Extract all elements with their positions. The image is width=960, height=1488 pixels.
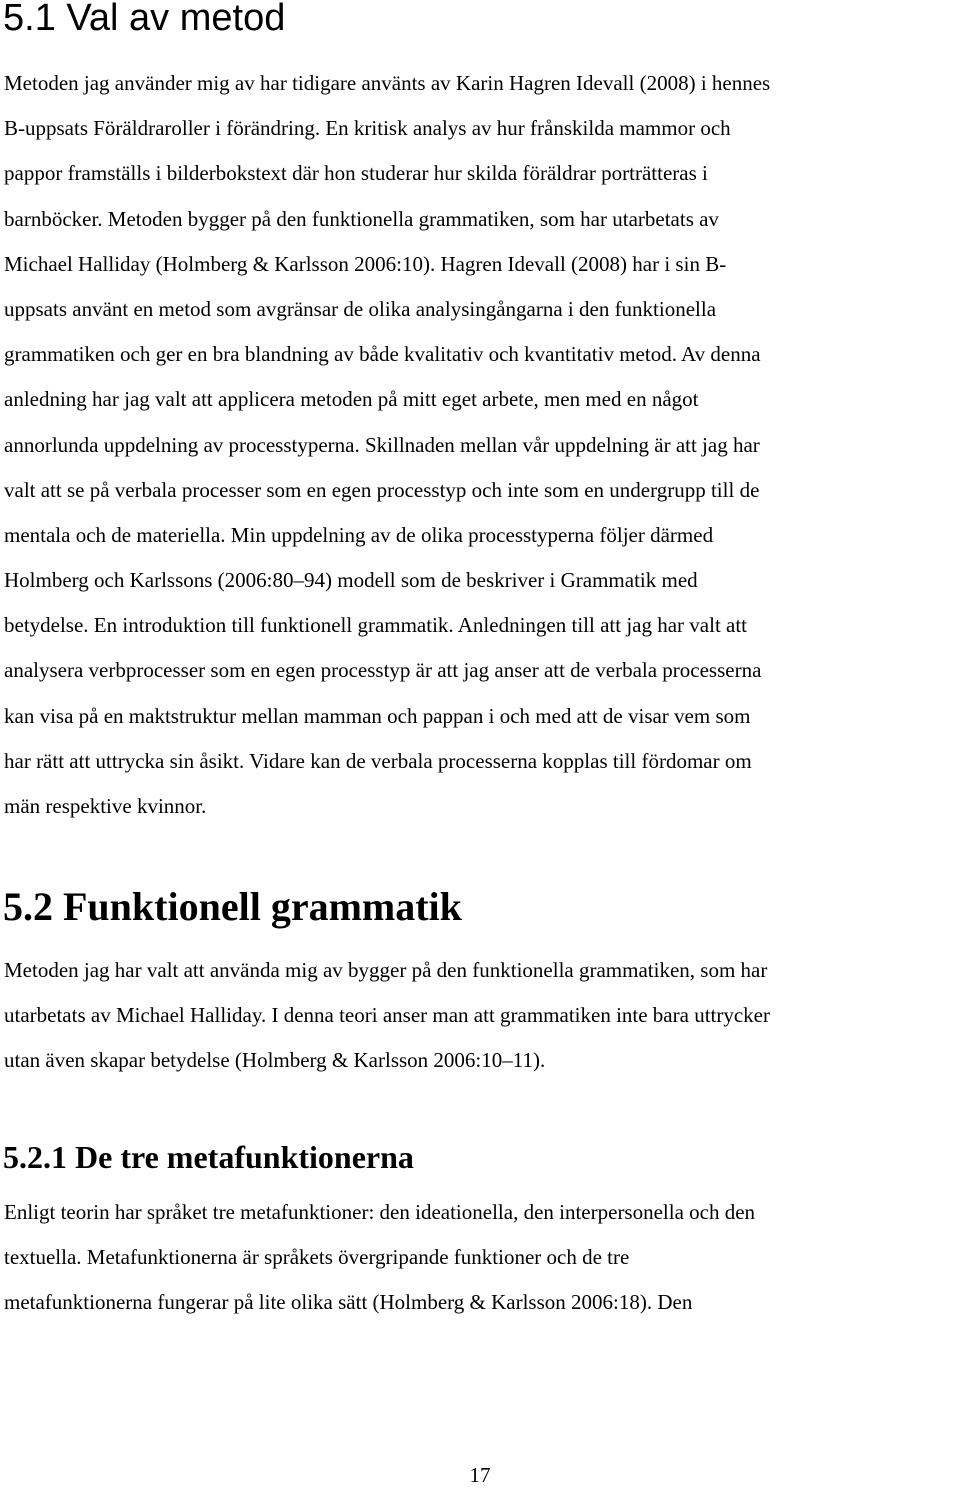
text-line: betydelse. En introduktion till funktionell grammatik. Anledningen till att jag har valt att [4, 613, 748, 638]
text-line: kan visa på en maktstruktur mellan mamman och pappan i och med att de visar vem som [4, 703, 751, 728]
text-line: Enligt teorin har språket tre metafunktioner: den ideationella, den interpersonella och den [4, 1200, 756, 1224]
text-line: utan även skapar betydelse (Holmberg & Karlsson 2006:10–11). [4, 1048, 546, 1073]
section-heading-5-2: 5.2 Funktionell grammatik [3, 884, 462, 929]
text-line: har rätt att uttrycka sin åsikt. Vidare kan de verbala processerna kopplas till fördomar om [4, 748, 752, 773]
text-line: män respektive kvinnor. [4, 794, 207, 818]
text-line: Metoden jag har valt att använda mig av bygger på den funktionella grammatiken, som har [4, 958, 768, 982]
text-line: uppsats använt en metod som avgränsar de olika analysingångarna i den funktionella [4, 296, 717, 321]
section-heading-5-1: 5.1 Val av metod [3, 0, 286, 39]
section-heading-5-2-1: 5.2.1 De tre metafunktionerna [3, 1139, 414, 1175]
paragraph-funktionell-grammatik [4, 948, 960, 1084]
text-line: Metoden jag använder mig av har tidigare använts av Karin Hagren Idevall (2008) i hennes [4, 71, 771, 95]
text-line: Holmberg och Karlssons (2006:80–94) modell som de beskriver i Grammatik med [4, 568, 698, 593]
text-line: mentala och de materiella. Min uppdelning av de olika processtyperna följer därmed [4, 522, 714, 547]
text-line: barnböcker. Metoden bygger på den funktionella grammatiken, som har utarbetats av [4, 206, 719, 231]
text-line: grammatiken och ger en bra blandning av både kvalitativ och kvantitativ metod. Av denna [4, 342, 761, 367]
paragraph-val-av-metod [4, 61, 960, 829]
text-line: pappor framställs i bilderbokstext där hon studerar hur skilda föräldrar porträtteras i [4, 161, 708, 186]
text-line: annorlunda uppdelning av processtyperna. Skillnaden mellan vår uppdelning är att jag har [4, 432, 760, 457]
text-line: metafunktionerna fungerar på lite olika sätt (Holmberg & Karlsson 2006:18). Den [4, 1290, 693, 1315]
text-line: analysera verbprocesser som en egen processtyp är att jag anser att de verbala processerna [4, 658, 762, 683]
paragraph-metafunktionerna [4, 1190, 960, 1326]
page-number: 17 [469, 1463, 491, 1487]
text-line: textuella. Metafunktionerna är språkets övergripande funktioner och de tre [4, 1245, 630, 1270]
text-line: valt att se på verbala processer som en egen processtyp och inte som en undergrupp till de [4, 477, 760, 502]
text-line: Michael Halliday (Holmberg & Karlsson 2006:10). Hagren Idevall (2008) har i sin B- [4, 251, 727, 276]
text-line: B-uppsats Föräldraroller i förändring. En kritisk analys av hur frånskilda mammor och [4, 116, 731, 141]
text-line: utarbetats av Michael Halliday. I denna teori anser man att grammatiken inte bara uttrycker [4, 1003, 770, 1028]
text-line: anledning har jag valt att applicera metoden på mitt eget arbete, men med en något [4, 387, 699, 412]
